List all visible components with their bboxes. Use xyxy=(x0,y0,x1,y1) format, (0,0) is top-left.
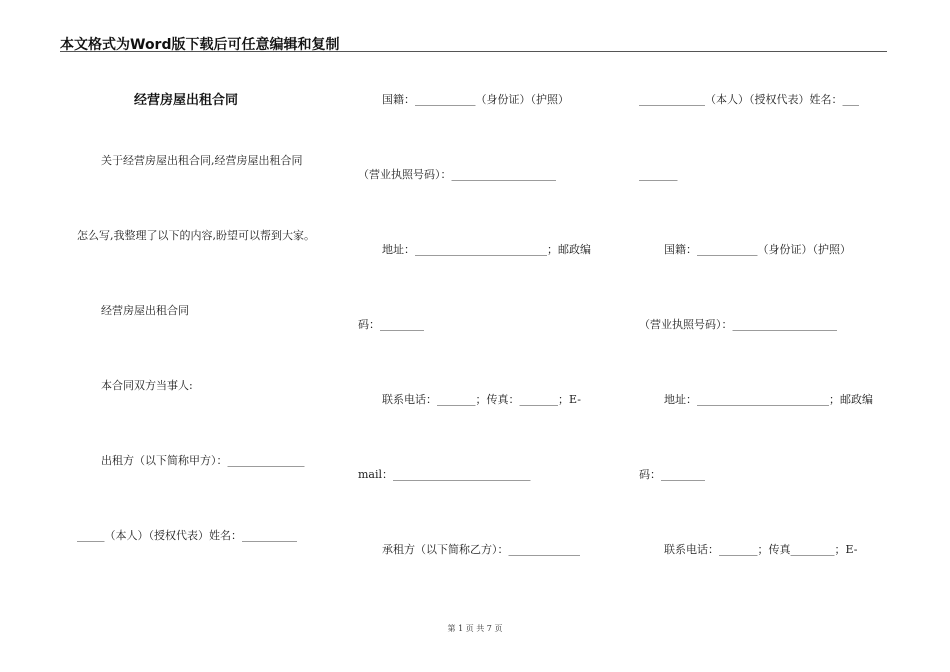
page-number: 第 1 页 共 7 页 xyxy=(447,624,503,633)
lessor-line: 出租方（以下简称甲方）：______________ xyxy=(101,454,305,467)
lessee-name-continuation: _______ xyxy=(639,168,678,181)
contract-subtitle: 经营房屋出租合同 xyxy=(101,304,189,317)
lessor-postcode-line: 码：________ xyxy=(358,318,424,331)
lessee-phone-line: 联系电话：_______；传真________；E- xyxy=(664,543,858,556)
lessee-address-line: 地址：________________________；邮政编 xyxy=(664,393,873,406)
lessee-postcode-line: 码：________ xyxy=(639,468,705,481)
intro-line-2: 怎么写,我整理了以下的内容,盼望可以帮到大家。 xyxy=(77,229,315,242)
lessee-name-line: ____________（本人）（授权代表）姓名：___ xyxy=(639,93,859,106)
lessor-license-line: （营业执照号码）：___________________ xyxy=(358,168,556,181)
lessor-nationality-line: 国籍：___________（身份证）（护照） xyxy=(382,93,569,106)
parties-heading: 本合同双方当事人: xyxy=(101,379,193,392)
intro-line-1: 关于经营房屋出租合同,经营房屋出租合同 xyxy=(101,154,303,167)
document-title: 经营房屋出租合同 xyxy=(134,93,239,108)
lessee-nationality-line: 国籍：___________（身份证）（护照） xyxy=(664,243,851,256)
lessee-line: 承租方（以下简称乙方）：_____________ xyxy=(382,543,580,556)
lessor-name-line: _____（本人）（授权代表）姓名：__________ xyxy=(77,529,297,542)
header-divider xyxy=(60,51,887,52)
lessor-address-line: 地址：________________________；邮政编 xyxy=(382,243,591,256)
lessor-email-line: mail：_________________________ xyxy=(358,468,531,481)
document-banner: 本文格式为Word版下载后可任意编辑和复制 xyxy=(60,37,340,53)
lessor-phone-line: 联系电话：_______；传真：_______；E- xyxy=(382,393,581,406)
lessee-license-line: （营业执照号码）：___________________ xyxy=(639,318,837,331)
